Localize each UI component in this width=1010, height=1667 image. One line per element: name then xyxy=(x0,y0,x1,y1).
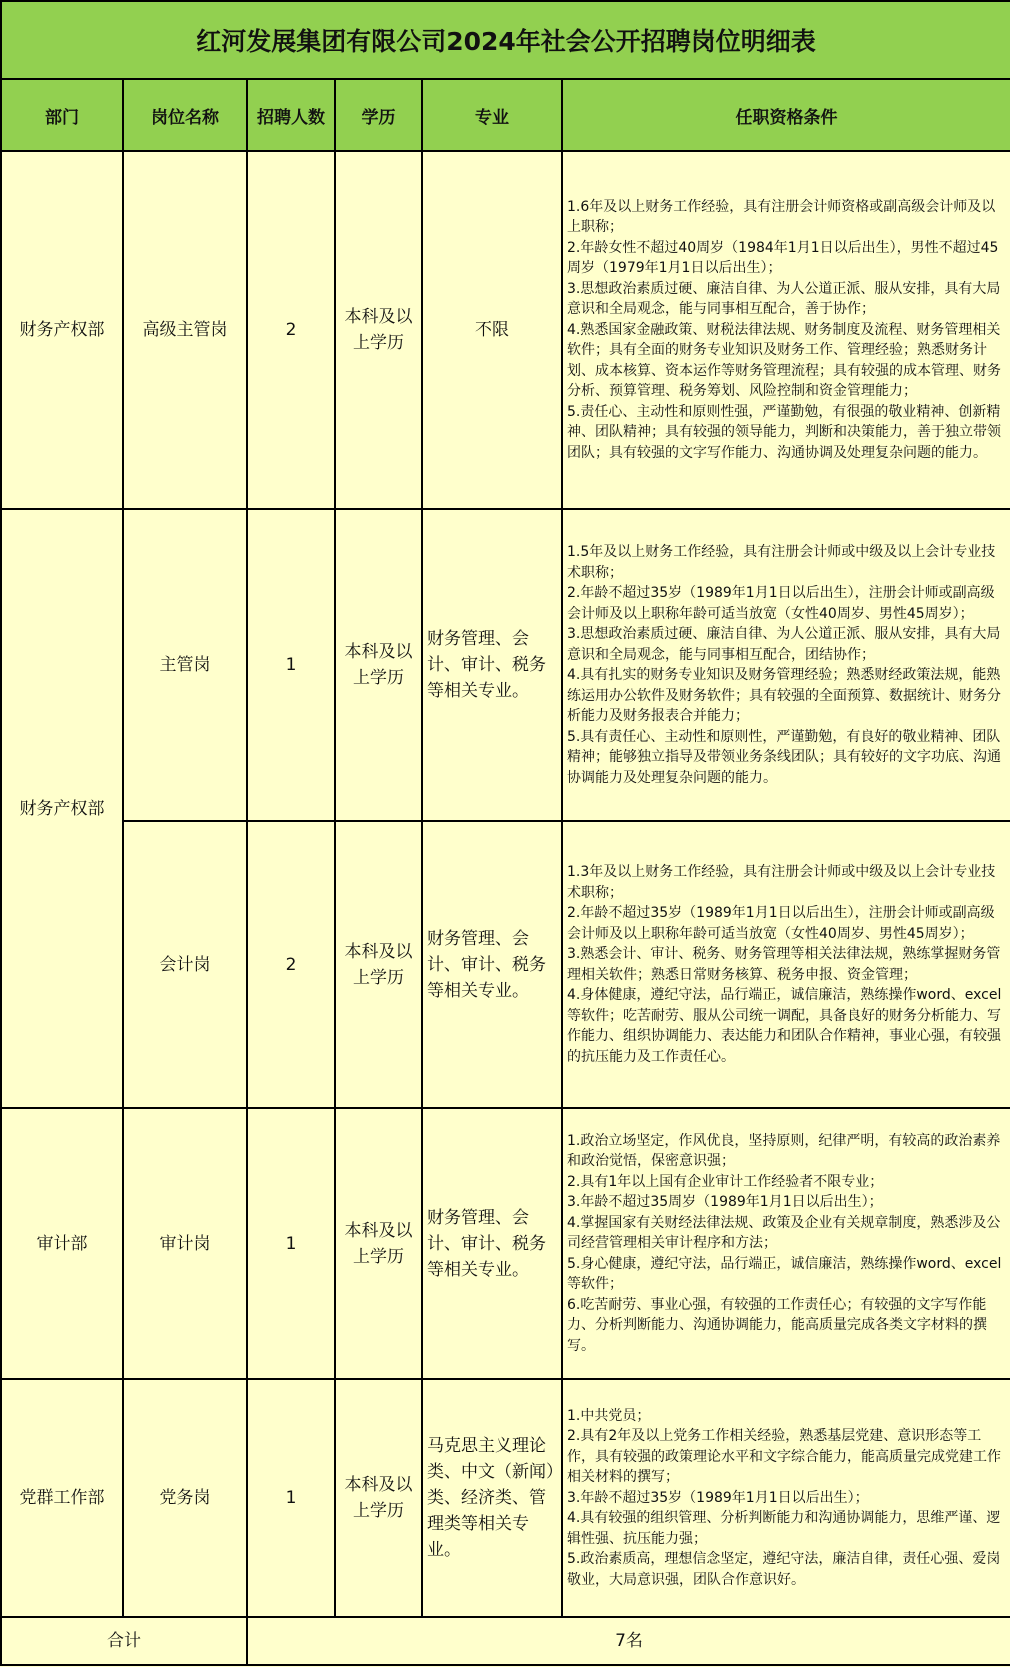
dept-cell: 财务产权部 xyxy=(1,151,123,509)
education-cell: 本科及以上学历 xyxy=(335,1108,422,1379)
requirements-cell: 1.政治立场坚定，作风优良，坚持原则，纪律严明，有较高的政治素养和政治觉悟，保密意识强； 2.具有1年以上国有企业审计工作经验者不限专业； 3.年龄不超过35周岁（1989年1月1日以后出生）； 4.掌握国家有关财经法律法规、政策及企业有关规章制度，熟悉涉及公司经营管理相关审计程序和方法； 5.身心健康，遵纪守法，品行端正，诚信廉洁，熟练操作word、excel等软件； 6.吃苦耐劳、事业心强，有较强的工作责任心；有较强的文字写作能力、分析判断能力、沟通协调能力，能高质量完成各类文字材料的撰写。 xyxy=(562,1108,1010,1379)
total-row xyxy=(1,1617,1010,1665)
requirements-cell: 1.5年及以上财务工作经验，具有注册会计师或中级及以上会计专业技术职称； 2.年龄不超过35岁（1989年1月1日以后出生），注册会计师或副高级会计师及以上职称年龄可适当放宽（女性40周岁、男性45周岁）； 3.思想政治素质过硬、廉洁自律、为人公道正派、服从安排，具有大局意识和全局观念，能与同事相互配合，团结协作； 4.具有扎实的财务专业知识及财务管理经验；熟悉财经政策法规，能熟练运用办公软件及财务软件；具有较强的全面预算、数据统计、财务分析能力及财务报表合并能力； 5.具有责任心、主动性和原则性，严谨勤勉，有良好的敬业精神、团队精神；能够独立指导及带领业务条线团队；具有较好的文字功底、沟通协调能力及处理复杂问题的能力。 xyxy=(562,509,1010,821)
count-cell: 1 xyxy=(247,509,335,821)
table-row xyxy=(1,1108,1010,1379)
position-cell: 审计岗 xyxy=(123,1108,247,1379)
table-row xyxy=(1,821,1010,1108)
education-cell: 本科及以上学历 xyxy=(335,509,422,821)
dept-cell: 审计部 xyxy=(1,1108,123,1379)
count-cell: 2 xyxy=(247,821,335,1108)
major-cell: 财务管理、会计、审计、税务等相关专业。 xyxy=(422,1108,562,1379)
table-row xyxy=(1,151,1010,509)
header-position: 岗位名称 xyxy=(123,79,247,151)
count-cell: 2 xyxy=(247,151,335,509)
table-title: 红河发展集团有限公司2024年社会公开招聘岗位明细表 xyxy=(1,1,1010,79)
table-row xyxy=(1,509,1010,821)
major-cell: 财务管理、会计、审计、税务等相关专业。 xyxy=(422,509,562,821)
major-cell: 财务管理、会计、审计、税务等相关专业。 xyxy=(422,821,562,1108)
header-row xyxy=(1,79,1010,151)
dept-cell: 财务产权部 xyxy=(1,509,123,1108)
header-count: 招聘人数 xyxy=(247,79,335,151)
education-cell: 本科及以上学历 xyxy=(335,151,422,509)
header-education: 学历 xyxy=(335,79,422,151)
major-cell: 马克思主义理论类、中文（新闻）类、经济类、管理类等相关专业。 xyxy=(422,1379,562,1617)
education-cell: 本科及以上学历 xyxy=(335,821,422,1108)
total-value: 7名 xyxy=(247,1617,1010,1665)
table-row xyxy=(1,1379,1010,1617)
count-cell: 1 xyxy=(247,1379,335,1617)
header-dept: 部门 xyxy=(1,79,123,151)
position-cell: 党务岗 xyxy=(123,1379,247,1617)
requirements-cell: 1.6年及以上财务工作经验，具有注册会计师资格或副高级会计师及以上职称； 2.年龄女性不超过40周岁（1984年1月1日以后出生），男性不超过45周岁（1979年1月1日以后出生）； 3.思想政治素质过硬、廉洁自律、为人公道正派、服从安排，具有大局意识和全局观念，能与同事相互配合，善于协作； 4.熟悉国家金融政策、财税法律法规、财务制度及流程、财务管理相关软件；具有全面的财务专业知识及财务工作、管理经验；熟悉财务计划、成本核算、资本运作等财务管理流程；具有较强的成本管理、财务分析、预算管理、税务筹划、风险控制和资金管理能力； 5.责任心、主动性和原则性强，严谨勤勉，有很强的敬业精神、创新精神、团队精神；具有较强的领导能力，判断和决策能力，善于独立带领团队；具有较强的文字写作能力、沟通协调及处理复杂问题的能力。 xyxy=(562,151,1010,509)
position-cell: 主管岗 xyxy=(123,509,247,821)
requirements-cell: 1.3年及以上财务工作经验，具有注册会计师或中级及以上会计专业技术职称； 2.年龄不超过35岁（1989年1月1日以后出生），注册会计师或副高级会计师及以上职称年龄可适当放宽（女性40周岁、男性45周岁）； 3.熟悉会计、审计、税务、财务管理等相关法律法规，熟练掌握财务管理相关软件；熟悉日常财务核算、税务申报、资金管理； 4.身体健康，遵纪守法，品行端正，诚信廉洁，熟练操作word、excel等软件；吃苦耐劳、服从公司统一调配，具备良好的财务分析能力、写作能力、组织协调能力、表达能力和团队合作精神，事业心强，有较强的抗压能力及工作责任心。 xyxy=(562,821,1010,1108)
requirements-cell: 1.中共党员； 2.具有2年及以上党务工作相关经验，熟悉基层党建、意识形态等工作，具有较强的政策理论水平和文字综合能力，能高质量完成党建工作相关材料的撰写； 3.年龄不超过35岁（1989年1月1日以后出生）； 4.具有较强的组织管理、分析判断能力和沟通协调能力，思维严谨、逻辑性强、抗压能力强； 5.政治素质高，理想信念坚定，遵纪守法，廉洁自律，责任心强、爱岗敬业，大局意识强，团队合作意识好。 xyxy=(562,1379,1010,1617)
header-major: 专业 xyxy=(422,79,562,151)
header-requirements: 任职资格条件 xyxy=(562,79,1010,151)
dept-cell: 党群工作部 xyxy=(1,1379,123,1617)
count-cell: 1 xyxy=(247,1108,335,1379)
major-cell: 不限 xyxy=(422,151,562,509)
total-label: 合计 xyxy=(1,1617,247,1665)
position-cell: 会计岗 xyxy=(123,821,247,1108)
education-cell: 本科及以上学历 xyxy=(335,1379,422,1617)
position-cell: 高级主管岗 xyxy=(123,151,247,509)
